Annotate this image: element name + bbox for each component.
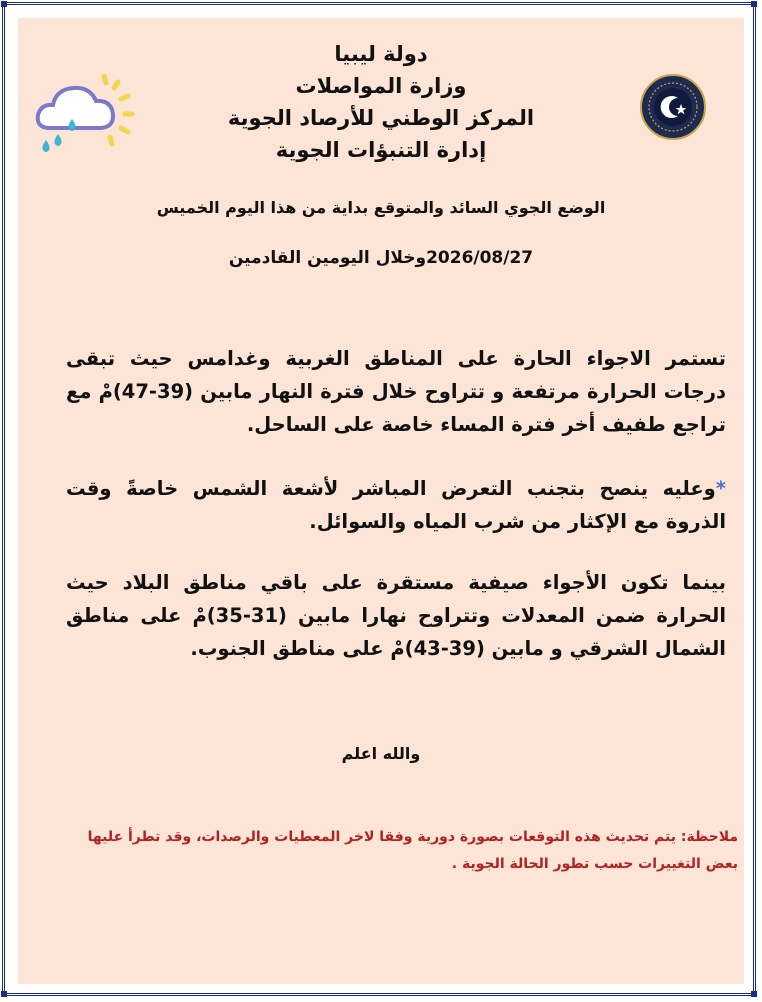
forecast-paragraph-rest: بينما تكون الأجواء صيفية مستقرة على باقي مناطق البلاد حيث الحرارة ضمن المعدلات وتتراوح نهارا مابين (31-35)مْ على مناطق الشمال الشرقي و مابين (39-43)مْ على مناطق الجنوب.: [66, 571, 726, 660]
header-ministry: وزارة المواصلات: [295, 74, 467, 98]
corner-ornament: [1, 991, 7, 997]
corner-ornament: [751, 1, 757, 7]
forecast-subtitle: الوضع الجوي السائد والمتوقع بداية من هذا اليوم الخميس: [156, 198, 606, 217]
bullet-asterisk: *: [715, 477, 726, 500]
header-department: إدارة التنبؤات الجوية: [275, 138, 487, 162]
header-country: دولة ليبيا: [334, 42, 428, 66]
corner-ornament: [751, 991, 757, 997]
closing-phrase: والله اعلم: [341, 744, 421, 763]
corner-ornament: [1, 1, 7, 7]
document-page: [18, 18, 744, 984]
update-note: ملاحظة: يتم تحديث هذه التوقعات بصورة دورية وفقا لاخر المعطيات والرصدات، وقد تطرأ عليها بعض التغييرات حسب تطور الحالة الجوية .: [87, 829, 738, 872]
advice-paragraph: [66, 472, 726, 538]
forecast-paragraph-west: تستمر الاجواء الحارة على المناطق الغربية وغدامس حيث تبقى درجات الحرارة مرتفعة و تتراوح خلال فترة النهار مابين (39-47)مْ مع تراجع طفيف أخر فترة المساء خاصة على الساحل.: [66, 347, 727, 436]
header-center: المركز الوطني للأرصاد الجوية: [227, 106, 535, 130]
advice-text: وعليه ينصح بتجنب التعرض المباشر لأشعة الشمس خاصةً وقت الذروة مع الإكثار من شرب المياه والسوائل.: [66, 477, 726, 533]
forecast-date: 2026/08/27وخلال اليومين القادمين: [228, 248, 534, 268]
